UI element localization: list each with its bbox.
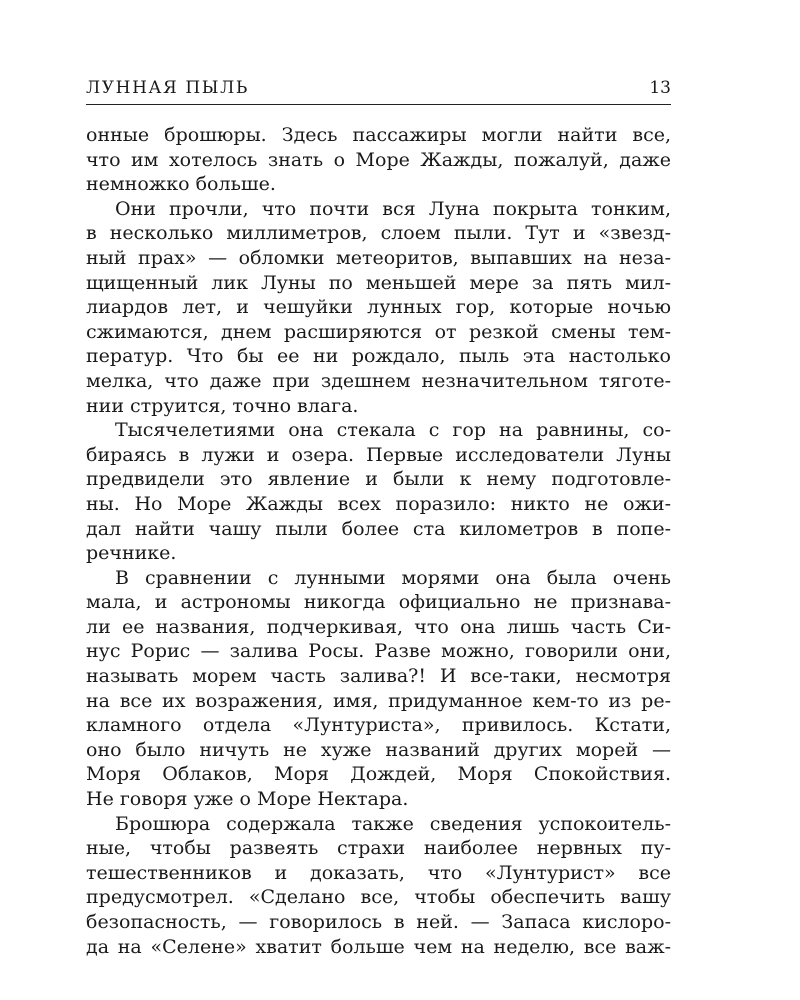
body-text xyxy=(86,123,671,959)
text-line: Брошюра содержала также сведения успокоитель- xyxy=(115,812,671,835)
text-line: предусмотрел. «Сделано все, чтобы обеспечить вашу xyxy=(86,886,671,909)
text-line: немножко больше. xyxy=(86,173,276,196)
text-line: сжимаются, днем расширяются от резкой смены тем- xyxy=(86,320,671,343)
text-line: ный прах» — обломки метеоритов, выпавших на неза- xyxy=(86,246,671,269)
text-line: называть морем часть залива?! И все-таки, несмотря xyxy=(86,665,671,688)
text-line: кламного отдела «Лунтуриста», привилось. Кстати, xyxy=(86,714,671,737)
text-line: тешественников и доказать, что «Лунтурист» все xyxy=(86,861,671,884)
running-title: ЛУННАЯ ПЫЛЬ xyxy=(86,78,249,98)
text-line: нус Рорис — залива Росы. Разве можно, говорили они, xyxy=(86,640,671,663)
text-line: предвидели это явление и были к нему подготовле- xyxy=(86,468,671,491)
text-line: онные брошюры. Здесь пассажиры могли найти все, xyxy=(86,124,671,146)
text-line: лиардов лет, и чешуйки лунных гор, которые ночью xyxy=(86,296,671,319)
text-line: на все их возражения, имя, придуманное кем-то из ре- xyxy=(86,689,671,712)
text-line: речнике. xyxy=(86,542,177,565)
text-line: Не говоря уже о Море Нектара. xyxy=(86,788,409,811)
text-line: Моря Облаков, Моря Дождей, Моря Спокойствия. xyxy=(86,763,671,786)
text-line: щищенный лик Луны по меньшей мере за пять мил- xyxy=(86,271,671,294)
text-line: дал найти чашу пыли более ста километров в попе- xyxy=(86,517,671,540)
text-line: что им хотелось знать о Море Жажды, пожалуй, даже xyxy=(86,148,671,171)
text-line: в несколько миллиметров, слоем пыли. Тут и «звезд- xyxy=(86,222,671,245)
text-line: бираясь в лужи и озера. Первые исследователи Луны xyxy=(86,443,671,466)
text-line: безопасность, — говорилось в ней. — Запаса кислоро- xyxy=(86,911,671,933)
page-header xyxy=(86,78,671,105)
text-line: да на «Селене» хватит больше чем на неделю, все важ- xyxy=(86,935,671,958)
text-line: мелка, что даже при здешнем незначительном тяготе- xyxy=(86,369,671,392)
text-line: ператур. Что бы ее ни рождало, пыль эта настолько xyxy=(86,345,671,368)
text-line: В сравнении с лунными морями она была очень xyxy=(115,566,671,589)
text-line: Тысячелетиями она стекала с гор на равнины, со- xyxy=(115,419,671,442)
text-line: ные, чтобы развеять страхи наиболее нервных пу- xyxy=(86,837,671,860)
text-line: ны. Но Море Жажды всех поразило: никто не ожи- xyxy=(86,492,671,515)
text-line: мала, и астрономы никогда официально не признава- xyxy=(86,591,671,614)
text-line: ли ее названия, подчеркивая, что она лишь часть Си- xyxy=(86,615,671,638)
text-line: оно было ничуть не хуже названий других морей — xyxy=(86,738,671,761)
text-line: нии струится, точно влага. xyxy=(86,394,359,417)
text-line: Они прочли, что почти вся Луна покрыта тонким, xyxy=(115,197,671,220)
page-number: 13 xyxy=(649,78,671,98)
